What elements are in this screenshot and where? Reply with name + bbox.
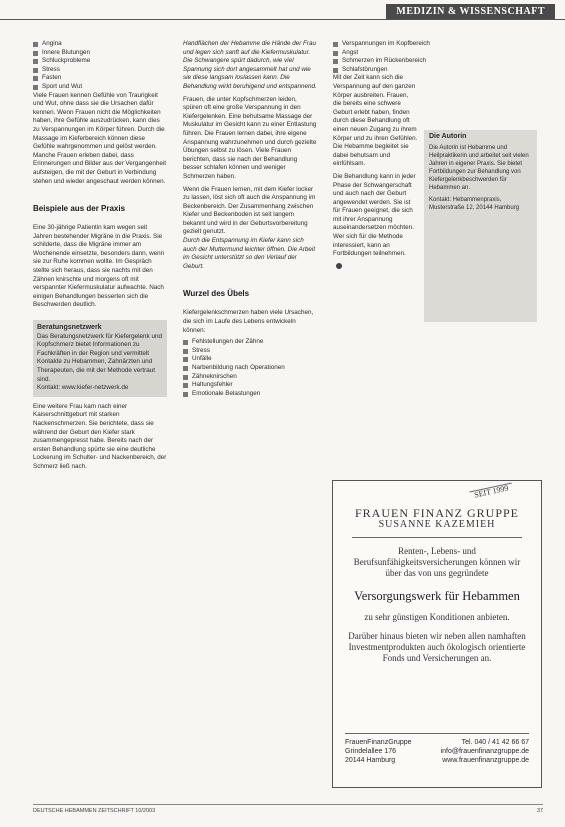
ad-rule (352, 537, 522, 538)
list-item: Schmerzen im Rückenbereich (333, 57, 468, 66)
body-paragraph: Viele Frauen kennen Gefühle von Traurigkeit und Wut, ohne dass sie die Ursachen dafür kennen. Wenn Frauen nicht die Möglichkeiten haben, ihre Gefühle auszudrücken, kann dies zu Verspannungen im Körper führen. Durch die Massage im Kieferbereich können diese Gefühle wahrgenommen und gelöst werden. Manche Frauen erleben dabei, dass Erinnerungen und Bilder aus der Vergangenheit aufsteigen, die mit der Geburt in Verbindung stehen und wieder angeschaut werden können. (33, 91, 167, 185)
list-item: Narbenbildung nach Operationen (183, 364, 317, 373)
list-item: Angst (333, 49, 468, 58)
ad-text-1: Renten-, Lebens- und Berufsunfähigkeitsversicherungen können wir über das von uns gegründete (353, 546, 521, 579)
end-mark-icon (336, 263, 342, 269)
list-item: Schlafstörungen (333, 66, 468, 75)
list-item: Zähneknirschen (183, 373, 317, 382)
symptom-list-1 (33, 40, 167, 92)
advertisement (332, 480, 542, 788)
italic-paragraph: Handflächen der Hebamme die Hände der Frau und legen sich sanft auf die Kiefermuskulatur. Die Schwangere spürt dadurch, wie viel Spannung sich dort angesammelt hat und wie sie diese langsam loslassen kann. Die Behandlung wirkt beruhigend und entspannend. (183, 40, 317, 90)
list-item: Schluckprobleme (33, 57, 167, 66)
body-paragraph: Wenn die Frauen lernen, mit dem Kiefer locker zu lassen, löst sich oft auch die Anspannung im Beckenbereich. Der Zusammenhang zwischen Kiefer und Beckenboden ist seit langem bekannt und wird in der Geburtsvorbereitung gezielt genutzt. (183, 185, 316, 236)
body-paragraph: Kiefergelenkschmerzen haben viele Ursachen, die sich im Laufe des Lebens entwickeln können: (183, 309, 314, 334)
body-paragraph: Eine weitere Frau kam nach einer Kaiserschnittgeburt mit starken Nackenschmerzen. Sie berichtete, dass sie während der Geburt den Kiefer stark zusammengepresst habe. Bereits nach der ersten Behandlung spürte sie eine deutliche Lockerung im Schulter- und Nackenbereich, der Schmerz ließ nach. (33, 402, 167, 470)
list-item: Verspannungen im Kopfbereich (333, 40, 468, 49)
footer-rule (33, 804, 543, 805)
ad-text-3: Darüber hinaus bieten wir neben allen namhaften Investmentprodukten auch ökologisch orientierte Fonds und Versicherungen an. (348, 631, 526, 664)
column-2 (183, 40, 317, 398)
list-item: Sport und Wut (33, 83, 167, 92)
ad-stamp: SEIT 1999 (470, 483, 514, 501)
author-box (424, 130, 537, 322)
info-box-title: Beratungsnetzwerk (37, 324, 102, 332)
footer-journal: DEUTSCHE HEBAMMEN ZEITSCHRIFT 10/2003 (33, 808, 156, 814)
ad-name: SUSANNE KAZEMIEH (378, 518, 496, 530)
header-rule (0, 19, 565, 20)
ad-contact (345, 733, 529, 765)
ad-headline: Versorgungswerk für Hebammen (354, 589, 520, 604)
body-paragraph: Frauen, die unter Kopfschmerzen leiden, spüren oft eine große Verspannung in den Kiefergelenken. Eine behutsame Massage der Muskulatur im Gesicht kann zu einer Entlastung führen. Die Frauen lernen dabei, ihre eigene Anspannung wahrzunehmen und durch gezielte Übungen selbst zu lösen. Viele Frauen berichten, dass sie nach der Behandlung besser schlafen können und weniger Schmerzen haben. (183, 95, 317, 180)
list-item: Fasten (33, 74, 167, 83)
ad-phone-web[interactable]: Tel. 040 / 41 42 66 67 info@frauenfinanzgruppe.de www.frauenfinanzgruppe.de (440, 739, 529, 764)
list-item: Innere Blutungen (33, 49, 167, 58)
info-box (33, 320, 167, 397)
list-item: Unfälle (183, 355, 317, 364)
body-paragraph: Die Behandlung kann in jeder Phase der Schwangerschaft und auch nach der Geburt angewendet werden. Sie ist für Frauen geeignet, die sich mit ihrer Anspannung auseinandersetzen möchten. Wer sich für die Methode interessiert, kann an Fortbildungen teilnehmen. (333, 172, 416, 258)
info-box-contact: Kontakt: www.kiefer-netzwerk.de (37, 384, 129, 392)
column-1 (33, 40, 167, 472)
list-item: Angina (33, 40, 167, 49)
section-title: MEDIZIN & WISSENSCHAFT (386, 4, 555, 19)
list-item: Haltungsfehler (183, 381, 317, 390)
page-header (0, 0, 565, 22)
list-item: Emotionale Belastungen (183, 390, 317, 399)
body-paragraph: Eine 30-jährige Patientin kam wegen seit Jahren bestehender Migräne in die Praxis. Sie schilderte, dass die Migräne immer am Wochenende einsetzte, besonders dann, wenn sie zur Ruhe kommen wollte. Im Gespräch stellte sich heraus, dass sie nachts mit den Zähnen knirschte und morgens oft mit verspannter Kiefermuskulatur aufwachte. Nach einigen Behandlungen besserten sich die Beschwerden deutlich. (33, 224, 165, 309)
info-box-text: Das Beratungsnetzwerk für Kiefergelenk und Kopfschmerz bietet Informationen zu Fachkräften in der Region und vermittelt Kontakte zu Hebammen, Zahnärzten und Therapeuten, die mit der Methode vertraut sind. (37, 332, 162, 383)
page-footer (33, 807, 543, 816)
ad-address: FrauenFinanzGruppe Grindelallee 176 20144 Hamburg (345, 739, 412, 764)
author-box-title: Die Autorin (429, 133, 467, 140)
ad-text-2: zu sehr günstigen Konditionen anbieten. (364, 612, 510, 623)
ad-brand: FRAUEN FINANZ GRUPPE (354, 506, 520, 520)
author-box-contact: Kontakt: Hebammenpraxis, Musterstraße 12, 20144 Hamburg (429, 196, 520, 211)
list-item: Stress (33, 66, 167, 75)
subheading: Beispiele aus der Praxis (33, 204, 126, 214)
body-paragraph: Mit der Zeit kann sich die Verspannung auf den ganzen Körper ausbreiten. Frauen, die bereits eine schwere Geburt erlebt haben, finden durch diese Behandlung oft einen neuen Zugang zu ihrem Körper und zu ihren Gefühlen. Die Hebamme begleitet sie dabei behutsam und einfühlsam. (333, 74, 418, 168)
list-item: Stress (183, 347, 317, 356)
symptom-list-2 (333, 40, 468, 74)
list-item: Fehlstellungen der Zähne (183, 338, 317, 347)
subheading: Wurzel des Übels (183, 289, 250, 299)
author-box-text: Die Autorin ist Hebamme und Heilpraktikerin und arbeitet seit vielen Jahren in eigener Praxis. Sie bietet Fortbildungen zur Behandlung von Kiefergelenkbeschwerden für Hebammen an. (429, 144, 529, 191)
italic-paragraph: Durch die Entspannung im Kiefer kann sich auch der Muttermund leichter öffnen. Die Arbeit im Gesicht unterstützt so den Verlauf der Geburt. (183, 237, 316, 270)
page-number: 37 (536, 808, 543, 814)
cause-list (183, 338, 317, 398)
